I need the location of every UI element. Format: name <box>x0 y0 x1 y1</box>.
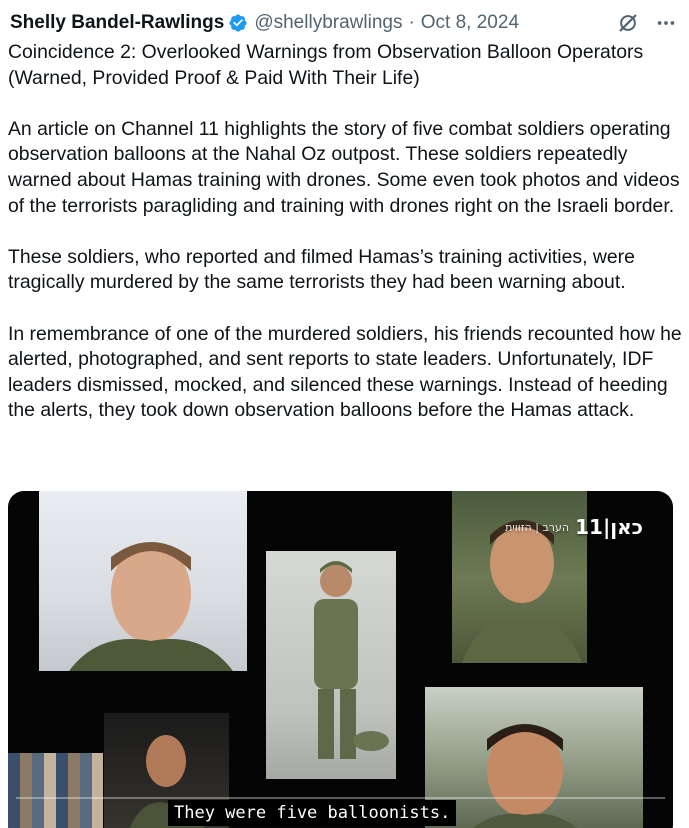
tweet-paragraph: Coincidence 2: Overlooked Warnings from Observation Balloon Operators (Warned, Provided Proof & Paid With Their Life) <box>8 41 644 89</box>
tweet-text <box>8 40 684 450</box>
soldier-photo <box>425 687 643 828</box>
soldier-photo <box>8 753 103 828</box>
date-separator: · <box>408 12 415 33</box>
soldier-photo <box>266 551 396 779</box>
tweet-date[interactable]: Oct 8, 2024 <box>420 12 520 33</box>
grok-icon[interactable] <box>617 12 639 34</box>
channel-tag: הערב | הזווית <box>505 520 570 534</box>
more-icon[interactable] <box>655 12 677 34</box>
author-handle[interactable]: @shellybrawlings <box>254 12 403 33</box>
video-player[interactable] <box>8 491 673 828</box>
video-progress-bar[interactable] <box>16 797 665 799</box>
channel-name: כאן|11 <box>575 515 643 539</box>
tweet-paragraph: In remembrance of one of the murdered soldiers, his friends recounted how he alerted, photographed, and sent reports to state leaders. Unfortunately, IDF leaders dismissed, mocked, and silenced these warnings. Instead of heeding the alerts, they took down observation balloons before the Hamas attack. <box>8 322 682 422</box>
tweet-header <box>10 10 677 36</box>
soldier-photo <box>39 491 247 671</box>
tweet-paragraph: An article on Channel 11 highlights the story of five combat soldiers operating observation balloons at the Nahal Oz outpost. These soldiers repeatedly warned about Hamas training with drones. Some even took photos and videos of the terrorists paragliding and training with drones right on the Israeli border. <box>8 117 680 217</box>
verified-badge-icon <box>228 13 248 33</box>
header-actions <box>617 10 677 36</box>
video-subtitle: They were five balloonists. <box>168 800 456 826</box>
author-name[interactable]: Shelly Bandel-Rawlings <box>10 12 225 33</box>
tweet-paragraph: These soldiers, who reported and filmed Hamas’s training activities, were tragically murdered by the same terrorists they had been warning about. <box>8 245 635 294</box>
channel-logo <box>505 515 643 539</box>
